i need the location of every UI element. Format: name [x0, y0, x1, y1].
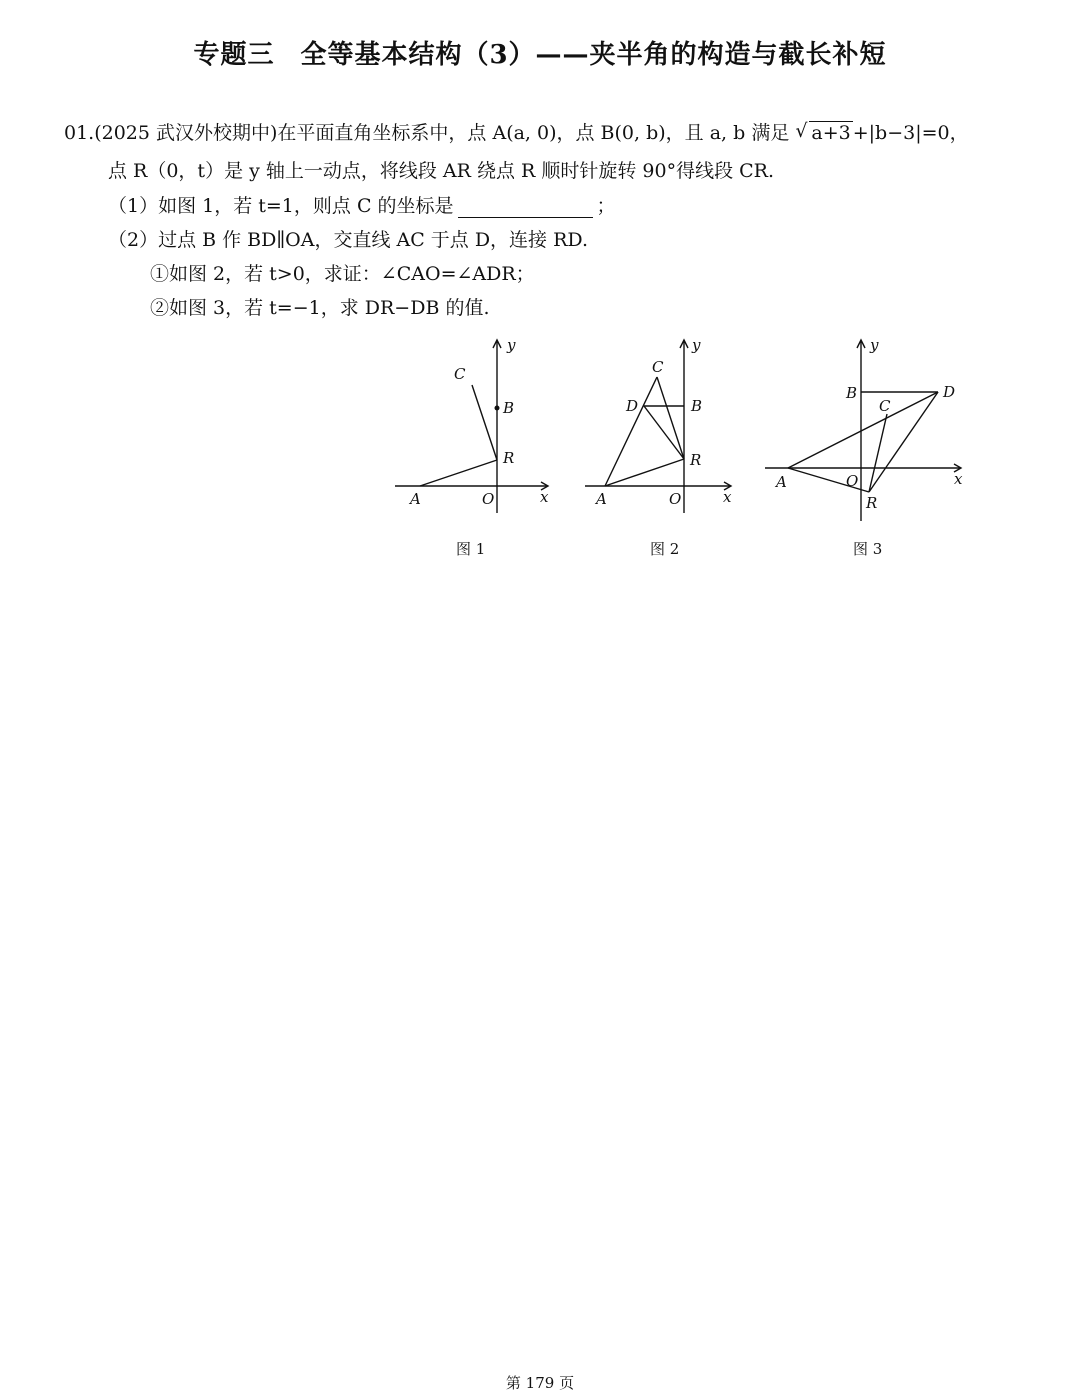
fig1-point-B — [495, 406, 500, 411]
question-1-suffix: ； — [596, 195, 616, 217]
fig2-label-B: B — [691, 397, 703, 415]
fig1-label-O: O — [482, 490, 495, 508]
fig2-label-y: y — [692, 336, 701, 354]
question-2-part-1: ①如图 2，若 t>0，求证：∠CAO=∠ADR； — [150, 263, 535, 285]
question-2: （2）过点 B 作 BD∥OA，交直线 AC 于点 D，连接 RD. — [108, 229, 588, 251]
fig2-label-C: C — [652, 358, 664, 376]
fig1-label-R: R — [503, 449, 515, 467]
fig3-label-R: R — [866, 494, 878, 512]
fig2-segment-CR — [657, 377, 684, 459]
problem-line-1-suffix: +|b−3|=0， — [852, 122, 969, 144]
fig3-label-y: y — [870, 336, 879, 354]
title-sub: 全等基本结构（3）——夹半角的构造与截长补短 — [300, 40, 887, 70]
fig2-segment-DR — [644, 406, 684, 459]
fig2-label-R: R — [690, 451, 702, 469]
sqrt-inner: a+3 — [811, 122, 851, 144]
fig2-label-x: x — [723, 488, 732, 506]
fig3-label-D: D — [943, 383, 956, 401]
figure-2-caption: 图 2 — [650, 540, 680, 558]
fig1-label-B: B — [503, 399, 515, 417]
sqrt-expression — [795, 122, 852, 144]
fig1-label-x: x — [540, 488, 549, 506]
answer-blank[interactable] — [458, 199, 593, 218]
fig2-segment-AC — [605, 377, 657, 486]
figure-3-caption: 图 3 — [853, 540, 883, 558]
question-2-part-2: ②如图 3，若 t=−1，求 DR−DB 的值. — [150, 297, 490, 319]
page-footer: 第 179 页 — [505, 1374, 575, 1392]
figure-1-caption: 图 1 — [456, 540, 486, 558]
fig1-label-y: y — [507, 336, 516, 354]
fig3-label-B: B — [846, 384, 858, 402]
question-1 — [108, 191, 616, 218]
problem-line-1 — [64, 118, 969, 145]
radical-sign-icon: √ — [795, 120, 808, 142]
fig3-line-AD — [788, 392, 938, 468]
page-title — [0, 34, 1080, 71]
fig3-label-x: x — [954, 470, 963, 488]
fig3-label-A: A — [776, 473, 787, 491]
fig2-label-D: D — [626, 397, 639, 415]
title-main: 专题三 — [193, 40, 275, 70]
question-1-prefix: （1）如图 1，若 t=1，则点 C 的坐标是 — [108, 195, 454, 217]
figure-1 — [390, 335, 560, 515]
fig2-label-O: O — [669, 490, 682, 508]
fig3-label-O: O — [846, 472, 859, 490]
problem-line-2: 点 R（0，t）是 y 轴上一动点，将线段 AR 绕点 R 顺时针旋转 90°得线段 CR. — [108, 160, 775, 182]
problem-line-1-prefix: 01.(2025 武汉外校期中)在平面直角坐标系中，点 A(a, 0)，点 B(0, b)，且 a, b 满足 — [64, 122, 796, 144]
fig2-segment-AR — [605, 459, 684, 486]
fig1-segment-RC — [472, 385, 497, 460]
figure-3 — [760, 335, 970, 525]
fig2-label-A: A — [596, 490, 607, 508]
fig1-label-C: C — [454, 365, 466, 383]
fig1-segment-AR — [420, 460, 497, 486]
fig3-label-C: C — [879, 397, 891, 415]
fig1-label-A: A — [410, 490, 421, 508]
figure-2 — [580, 335, 750, 515]
